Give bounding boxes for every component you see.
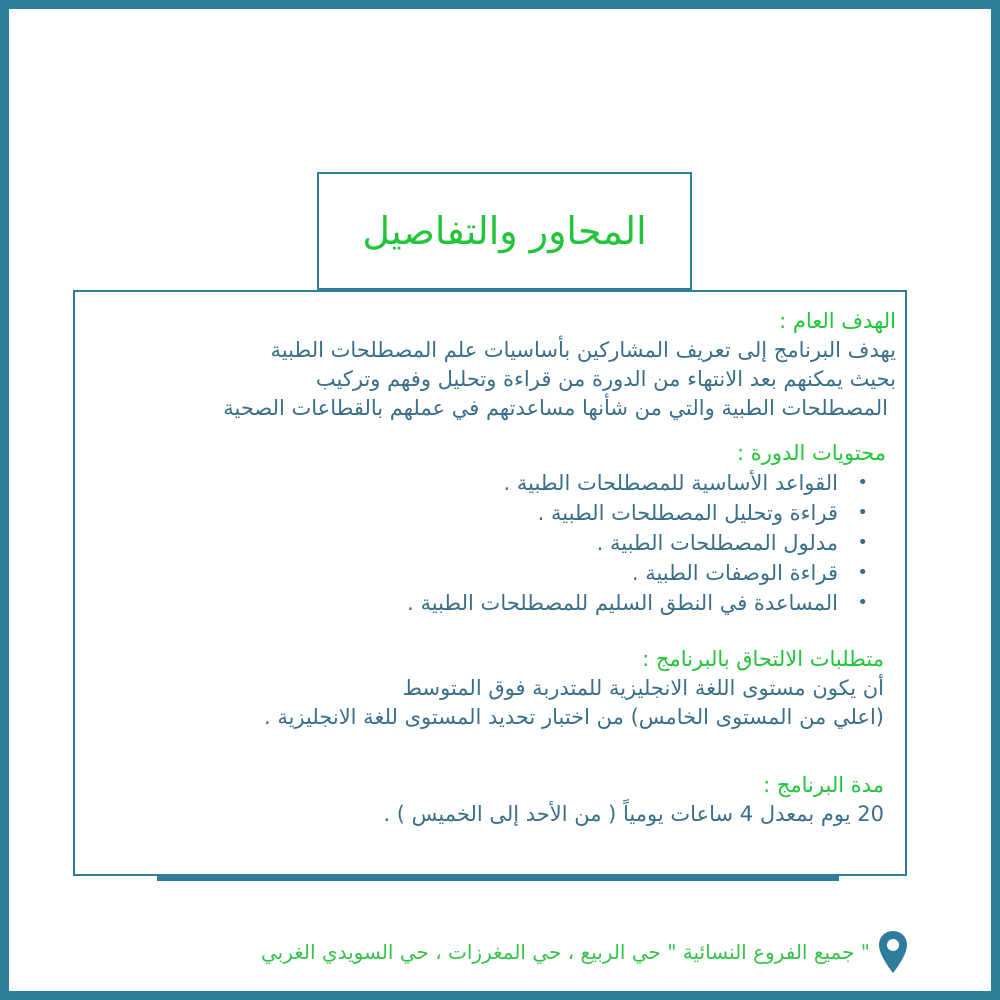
bullet-icon: • — [857, 502, 868, 523]
requirements-heading: متطلبات الالتحاق بالبرنامج : — [642, 647, 884, 671]
contents-list — [407, 468, 886, 618]
bullet-icon: • — [857, 592, 868, 613]
duration-section — [383, 770, 884, 829]
list-item — [407, 528, 886, 558]
goal-heading: الهدف العام : — [779, 309, 896, 333]
list-item — [407, 588, 886, 618]
requirements-line: أن يكون مستوى اللغة الانجليزية للمتدربة فوق المتوسط — [402, 676, 884, 700]
goal-line: يهدف البرنامج إلى تعريف المشاركين بأساسيات علم المصطلحات الطبية — [270, 338, 896, 362]
list-item-text: قراءة وتحليل المصطلحات الطبية . — [537, 501, 838, 525]
list-item — [407, 498, 886, 528]
contents-heading: محتويات الدورة : — [737, 441, 886, 465]
requirements-section — [264, 644, 884, 732]
list-item-text: مدلول المصطلحات الطبية . — [596, 531, 838, 555]
title-box — [317, 172, 692, 290]
footer-branches — [261, 930, 908, 974]
list-item-text: المساعدة في النطق السليم للمصطلحات الطبية . — [407, 591, 838, 615]
bullet-icon: • — [857, 562, 868, 583]
bullet-icon: • — [857, 532, 868, 553]
duration-line: 20 يوم بمعدل 4 ساعات يومياً ( من الأحد إلى الخميس ) . — [383, 802, 884, 826]
bullet-icon: • — [857, 472, 868, 493]
contents-section — [407, 438, 886, 618]
footer-text: " جميع الفروع النسائية " حي الربيع ، حي المغرزات ، حي السويدي الغربي — [261, 940, 870, 964]
list-item — [407, 558, 886, 588]
goal-section — [223, 306, 896, 423]
list-item-text: القواعد الأساسية للمصطلحات الطبية . — [503, 471, 838, 495]
duration-heading: مدة البرنامج : — [763, 773, 884, 797]
location-pin-icon — [878, 930, 908, 974]
requirements-line: (اعلي من المستوى الخامس) من اختبار تحديد المستوى للغة الانجليزية . — [263, 705, 884, 729]
goal-line: المصطلحات الطبية والتي من شأنها مساعدتهم في عملهم بالقطاعات الصحية — [223, 396, 888, 420]
page-title: المحاور والتفاصيل — [362, 209, 647, 253]
list-item — [407, 468, 886, 498]
goal-line: بحيث يمكنهم بعد الانتهاء من الدورة من قراءة وتحليل وفهم وتركيب — [315, 367, 896, 391]
list-item-text: قراءة الوصفات الطبية . — [631, 561, 838, 585]
